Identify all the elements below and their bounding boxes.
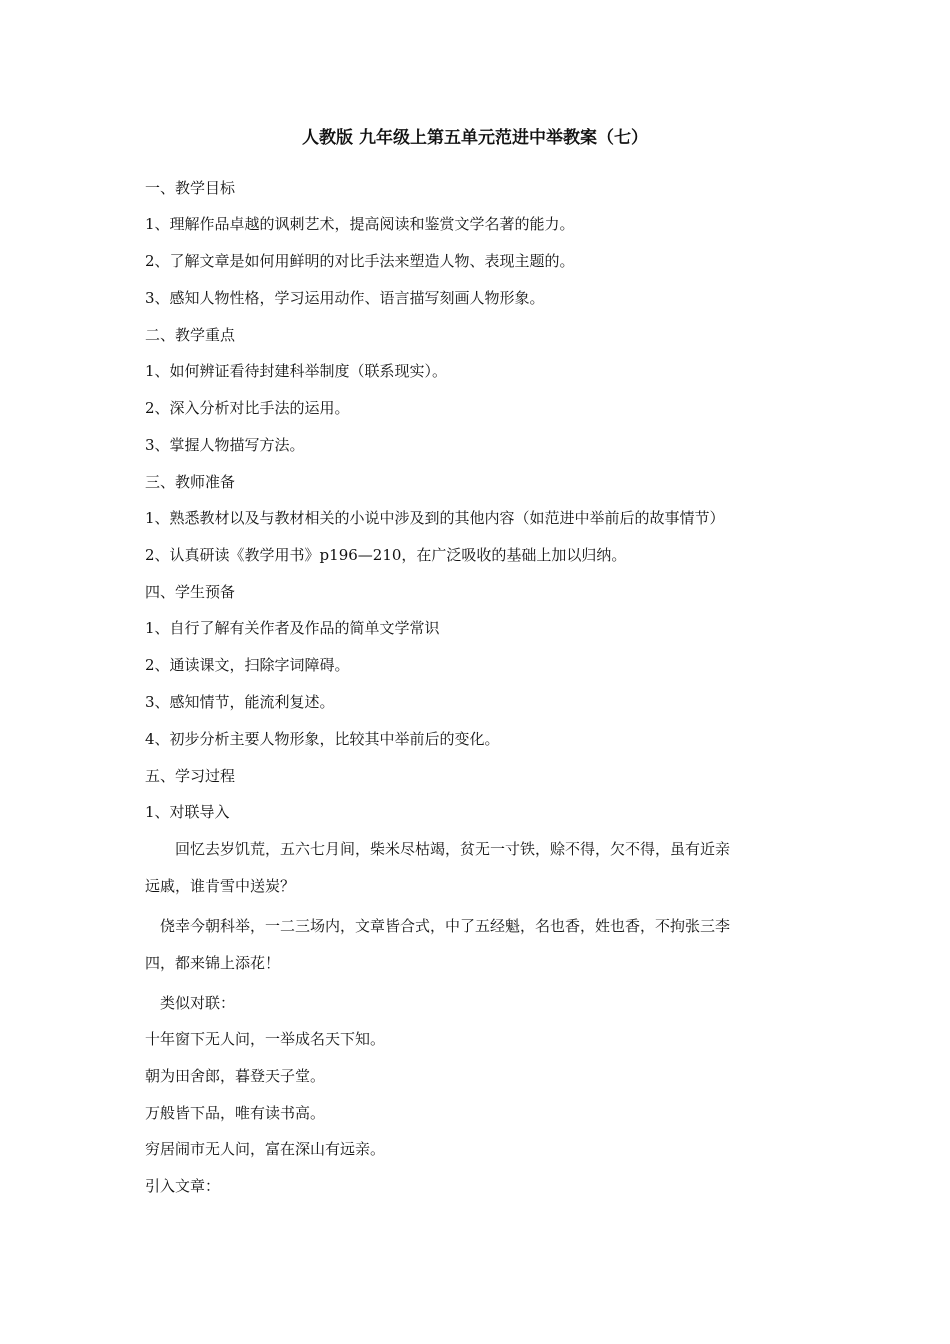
goal-item-3: 3、感知人物性格，学习运用动作、语言描写刻画人物形象。 — [145, 289, 545, 307]
goal-item-2: 2、了解文章是如何用鲜明的对比手法来塑造人物、表现主题的。 — [145, 252, 575, 270]
student-prep-item-2: 2、通读课文，扫除字词障碍。 — [145, 656, 350, 674]
similar-couplet-2: 朝为田舍郎，暮登天子堂。 — [145, 1067, 326, 1085]
goal-item-1: 1、理解作品卓越的讽刺艺术，提高阅读和鉴赏文学名著的能力。 — [145, 215, 575, 233]
focus-item-2: 2、深入分析对比手法的运用。 — [145, 399, 350, 417]
couplet-second-line-1: 侥幸今朝科举，一二三场内，文章皆合式，中了五经魁，名也香，姓也香，不拘张三李 — [145, 917, 731, 935]
teacher-prep-item-1: 1、熟悉教材以及与教材相关的小说中涉及到的其他内容（如范进中举前后的故事情节） — [145, 509, 725, 527]
similar-couplets-label: 类似对联： — [145, 994, 236, 1012]
student-prep-item-1: 1、自行了解有关作者及作品的简单文学常识 — [145, 619, 440, 637]
student-prep-item-4: 4、初步分析主要人物形象，比较其中举前后的变化。 — [145, 730, 500, 748]
couplet-first-line-1: 回忆去岁饥荒，五六七月间，柴米尽枯竭，贫无一寸铁，赊不得，欠不得，虽有近亲 — [145, 840, 731, 858]
student-prep-item-3: 3、感知情节，能流利复述。 — [145, 693, 335, 711]
section-heading-goals: 一、教学目标 — [145, 179, 236, 197]
closing-line: 引入文章： — [145, 1177, 221, 1195]
section-heading-process: 五、学习过程 — [145, 767, 236, 785]
process-item-1: 1、对联导入 — [145, 803, 230, 821]
section-heading-focus: 二、教学重点 — [145, 326, 236, 344]
couplet-second — [145, 915, 805, 974]
couplet-second-line-2: 四，都来锦上添花！ — [145, 954, 281, 972]
similar-couplet-1: 十年窗下无人问，一举成名天下知。 — [145, 1030, 386, 1048]
focus-item-3: 3、掌握人物描写方法。 — [145, 436, 305, 454]
teacher-prep-item-2: 2、认真研读《教学用书》p196—210，在广泛吸收的基础上加以归纳。 — [145, 546, 627, 564]
focus-item-1: 1、如何辨证看待封建科举制度（联系现实）。 — [145, 362, 448, 380]
similar-couplet-3: 万般皆下品，唯有读书高。 — [145, 1104, 326, 1122]
couplet-first-line-2: 远戚，谁肯雪中送炭？ — [145, 877, 296, 895]
section-heading-teacher-prep: 三、教师准备 — [145, 473, 236, 491]
document-title: 人教版 九年级上第五单元范进中举教案（七） — [302, 128, 648, 148]
couplet-first — [145, 838, 805, 897]
similar-couplet-4: 穷居闹市无人问，富在深山有远亲。 — [145, 1140, 386, 1158]
section-heading-student-prep: 四、学生预备 — [145, 583, 236, 601]
